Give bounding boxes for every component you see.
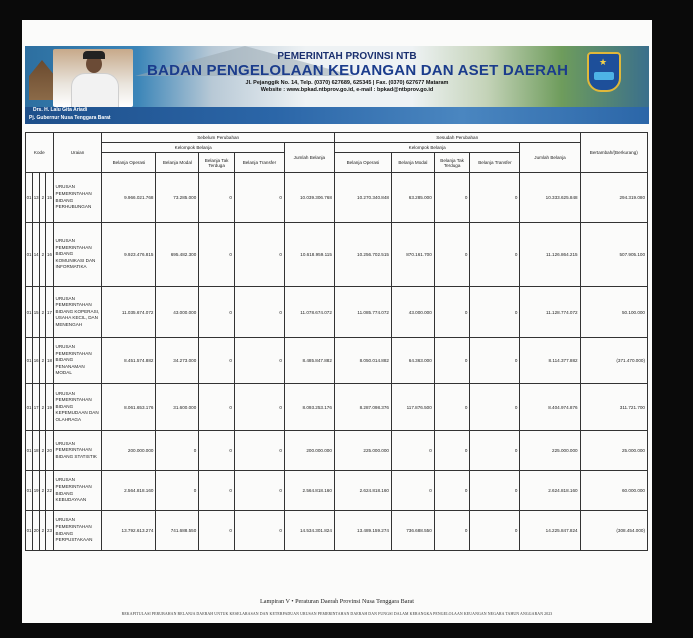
government-title: PEMERINTAH PROVINSI NTB <box>277 51 417 62</box>
after-value-cell: 8.287.098.376 <box>334 384 391 431</box>
kode-cell: 2 <box>40 223 46 287</box>
before-value-cell: 0 <box>234 173 284 223</box>
before-value-cell: 8.451.574.882 <box>102 338 156 384</box>
after-value-cell: 0 <box>434 173 470 223</box>
before-value-cell: 0 <box>234 287 284 338</box>
before-value-cell: 8.061.653.176 <box>102 384 156 431</box>
after-value-cell: 0 <box>434 287 470 338</box>
before-value-cell: 73.285.000 <box>156 173 199 223</box>
banner-strip <box>25 107 649 124</box>
kode-cell: 16 <box>33 338 40 384</box>
header-operasi-before: Belanja Operasi <box>102 153 156 173</box>
table-row <box>26 223 648 287</box>
after-value-cell: 8.404.974.876 <box>520 384 580 431</box>
header-jumlah-after: Jumlah Belanja <box>520 143 580 173</box>
kode-cell: 2 <box>40 471 46 511</box>
before-value-cell: 11.035.674.072 <box>102 287 156 338</box>
kode-cell: 22 <box>46 471 53 511</box>
after-value-cell: 0 <box>391 471 434 511</box>
after-value-cell: 8.050.014.882 <box>334 338 391 384</box>
uraian-cell: URUSAN PEMERINTAHAN BIDANG PERPUSTAKAAN <box>53 511 102 551</box>
document-page <box>22 20 652 623</box>
after-value-cell: 43.000.000 <box>391 287 434 338</box>
header-transfer-before: Belanja Transfer <box>234 153 284 173</box>
before-value-cell: 13.792.613.274 <box>102 511 156 551</box>
after-value-cell: 0 <box>434 431 470 471</box>
before-value-cell: 9.966.021.768 <box>102 173 156 223</box>
before-value-cell: 0 <box>234 223 284 287</box>
header-kode: Kode <box>26 133 54 173</box>
kode-cell: 20 <box>46 431 53 471</box>
table-row <box>26 338 648 384</box>
before-value-cell: 0 <box>199 471 235 511</box>
after-value-cell: 870.161.700 <box>391 223 434 287</box>
lampiran-caption: Lampiran V • Peraturan Daerah Provinsi Nusa Tenggara Barat <box>260 598 414 605</box>
after-value-cell: 64.363.000 <box>391 338 434 384</box>
before-value-cell: 0 <box>156 431 199 471</box>
uraian-cell: URUSAN PEMERINTAHAN BIDANG KEBUDAYAAN <box>53 471 102 511</box>
before-value-cell: 0 <box>234 431 284 471</box>
delta-cell: 507.905.100 <box>580 223 647 287</box>
official-title: Pj. Gubernur Nusa Tenggara Barat <box>29 115 111 121</box>
delta-cell: 50.100.000 <box>580 287 647 338</box>
after-value-cell: 8.114.377.882 <box>520 338 580 384</box>
kode-cell: 18 <box>46 338 53 384</box>
before-value-cell: 200.000.000 <box>102 431 156 471</box>
delta-cell: (308.454.000) <box>580 511 647 551</box>
after-value-cell: 736.688.550 <box>391 511 434 551</box>
before-value-cell: 0 <box>234 511 284 551</box>
before-value-cell: 0 <box>199 173 235 223</box>
before-value-cell: 0 <box>199 287 235 338</box>
after-value-cell: 0 <box>470 511 520 551</box>
kode-cell: 19 <box>33 471 40 511</box>
after-value-cell: 2.624.818.160 <box>520 471 580 511</box>
header-transfer-after: Belanja Transfer <box>470 153 520 173</box>
after-value-cell: 0 <box>470 173 520 223</box>
delta-cell: 25.000.000 <box>580 431 647 471</box>
uraian-cell: URUSAN PEMERINTAHAN BIDANG STATISTIK <box>53 431 102 471</box>
kode-cell: 18 <box>33 431 40 471</box>
after-value-cell: 225.000.000 <box>334 431 391 471</box>
letterhead-banner <box>25 46 649 124</box>
before-value-cell: 11.078.674.072 <box>284 287 334 338</box>
delta-cell: 294.319.080 <box>580 173 647 223</box>
before-value-cell: 0 <box>234 338 284 384</box>
header-sebelum: Sebelum Perubahan <box>102 133 334 143</box>
header-jumlah-before: Jumlah Belanja <box>284 143 334 173</box>
header-tak-terduga-before: Belanja Tak Terduga <box>199 153 235 173</box>
table-row <box>26 384 648 431</box>
header-uraian: Uraian <box>53 133 102 173</box>
kode-cell: 15 <box>33 287 40 338</box>
kode-cell: 15 <box>46 173 53 223</box>
kode-cell: 01 <box>26 173 33 223</box>
traditional-house-graphic <box>29 60 55 100</box>
before-value-cell: 0 <box>234 471 284 511</box>
before-value-cell: 0 <box>199 431 235 471</box>
kode-cell: 2 <box>40 173 46 223</box>
kode-cell: 01 <box>26 511 33 551</box>
after-value-cell: 13.489.159.274 <box>334 511 391 551</box>
before-value-cell: 34.273.000 <box>156 338 199 384</box>
kode-cell: 17 <box>46 287 53 338</box>
after-value-cell: 63.285.000 <box>391 173 434 223</box>
after-value-cell: 10.270.340.848 <box>334 173 391 223</box>
after-value-cell: 0 <box>470 287 520 338</box>
table-row <box>26 511 648 551</box>
kode-cell: 2 <box>40 511 46 551</box>
before-value-cell: 695.482.300 <box>156 223 199 287</box>
uraian-cell: URUSAN PEMERINTAHAN BIDANG KOMUNIKASI DAN INFORMATIKA <box>53 223 102 287</box>
uraian-cell: URUSAN PEMERINTAHAN BIDANG PENANAMAN MODAL <box>53 338 102 384</box>
header-sesudah: Sesudah Perubahan <box>334 133 580 143</box>
before-value-cell: 200.000.000 <box>284 431 334 471</box>
before-value-cell: 43.000.000 <box>156 287 199 338</box>
kode-cell: 19 <box>46 384 53 431</box>
after-value-cell: 11.128.774.072 <box>520 287 580 338</box>
kode-cell: 13 <box>33 173 40 223</box>
kode-cell: 14 <box>33 223 40 287</box>
before-value-cell: 0 <box>199 511 235 551</box>
table-row <box>26 287 648 338</box>
before-value-cell: 741.688.550 <box>156 511 199 551</box>
before-value-cell: 14.534.301.824 <box>284 511 334 551</box>
after-value-cell: 0 <box>434 338 470 384</box>
kode-cell: 17 <box>33 384 40 431</box>
uraian-cell: URUSAN PEMERINTAHAN BIDANG KEPEMUDAAN DAN OLAHRAGA <box>53 384 102 431</box>
before-value-cell: 10.039.306.768 <box>284 173 334 223</box>
official-name: Drs. H. Lalu Gita Ariadi <box>33 107 88 113</box>
before-value-cell: 0 <box>199 223 235 287</box>
before-value-cell: 0 <box>234 384 284 431</box>
after-value-cell: 0 <box>391 431 434 471</box>
after-value-cell: 0 <box>470 338 520 384</box>
after-value-cell: 0 <box>434 511 470 551</box>
before-value-cell: 9.923.476.815 <box>102 223 156 287</box>
agency-title: BADAN PENGELOLAAN KEUANGAN DAN ASET DAERAH <box>147 62 569 79</box>
ntb-emblem-icon: ★ <box>587 52 621 92</box>
uraian-cell: URUSAN PEMERINTAHAN BIDANG PERHUBUNGAN <box>53 173 102 223</box>
before-value-cell: 0 <box>199 384 235 431</box>
after-value-cell: 0 <box>470 471 520 511</box>
header-bertambah: Bertambah/(Berkurang) <box>580 133 647 173</box>
table-row <box>26 173 648 223</box>
after-value-cell: 11.126.864.215 <box>520 223 580 287</box>
rekapitulasi-caption: REKAPITULASI PERUBAHAN BELANJA DAERAH UNTUK KESELARASAN DAN KETERPADUAN URUSAN PEMERINTAHAN DAERAH DAN FUNGSI DALAM KERANGKA PENGELOLAAN KEUANGAN NEGARA TAHUN ANGGARAN 2023 <box>121 612 553 616</box>
after-value-cell: 11.085.774.072 <box>334 287 391 338</box>
header-modal-before: Belanja Modal <box>156 153 199 173</box>
after-value-cell: 2.624.818.160 <box>334 471 391 511</box>
after-value-cell: 14.225.847.824 <box>520 511 580 551</box>
before-value-cell: 31.600.000 <box>156 384 199 431</box>
kode-cell: 2 <box>40 431 46 471</box>
before-value-cell: 2.564.818.160 <box>284 471 334 511</box>
table-row <box>26 471 648 511</box>
after-value-cell: 0 <box>470 223 520 287</box>
header-kelompok-before: Kelompok Belanja <box>102 143 284 153</box>
after-value-cell: 10.333.625.848 <box>520 173 580 223</box>
before-value-cell: 10.618.959.115 <box>284 223 334 287</box>
kode-cell: 01 <box>26 223 33 287</box>
header-kelompok-after: Kelompok Belanja <box>334 143 520 153</box>
agency-website: Website : www.bpkad.ntbprov.go.id, e-mail : bpkad@ntbprov.go.id <box>260 87 434 93</box>
kode-cell: 23 <box>46 511 53 551</box>
before-value-cell: 8.093.253.176 <box>284 384 334 431</box>
agency-address: Jl. Pejanggik No. 14, Telp. (0370) 627689, 625345 | Fax. (0370) 627677 Mataram <box>245 80 449 86</box>
uraian-cell: URUSAN PEMERINTAHAN BIDANG KOPERASI, USAHA KECIL, DAN MENENGAH <box>53 287 102 338</box>
after-value-cell: 225.000.000 <box>520 431 580 471</box>
table-row <box>26 431 648 471</box>
before-value-cell: 0 <box>199 338 235 384</box>
kode-cell: 2 <box>40 287 46 338</box>
after-value-cell: 0 <box>470 431 520 471</box>
after-value-cell: 117.876.500 <box>391 384 434 431</box>
delta-cell: (371.470.000) <box>580 338 647 384</box>
after-value-cell: 10.256.702.515 <box>334 223 391 287</box>
kode-cell: 20 <box>33 511 40 551</box>
kode-cell: 01 <box>26 287 33 338</box>
header-tak-terduga-after: Belanja Tak Terduga <box>434 153 470 173</box>
before-value-cell: 2.564.818.160 <box>102 471 156 511</box>
official-portrait <box>53 49 133 107</box>
delta-cell: 311.721.700 <box>580 384 647 431</box>
before-value-cell: 8.485.847.882 <box>284 338 334 384</box>
after-value-cell: 0 <box>434 471 470 511</box>
header-operasi-after: Belanja Operasi <box>334 153 391 173</box>
kode-cell: 01 <box>26 431 33 471</box>
kode-cell: 16 <box>46 223 53 287</box>
after-value-cell: 0 <box>434 223 470 287</box>
after-value-cell: 0 <box>470 384 520 431</box>
before-value-cell: 0 <box>156 471 199 511</box>
delta-cell: 60.000.000 <box>580 471 647 511</box>
after-value-cell: 0 <box>434 384 470 431</box>
kode-cell: 01 <box>26 338 33 384</box>
kode-cell: 2 <box>40 384 46 431</box>
kode-cell: 01 <box>26 471 33 511</box>
budget-table <box>25 132 648 551</box>
header-modal-after: Belanja Modal <box>391 153 434 173</box>
kode-cell: 2 <box>40 338 46 384</box>
kode-cell: 01 <box>26 384 33 431</box>
